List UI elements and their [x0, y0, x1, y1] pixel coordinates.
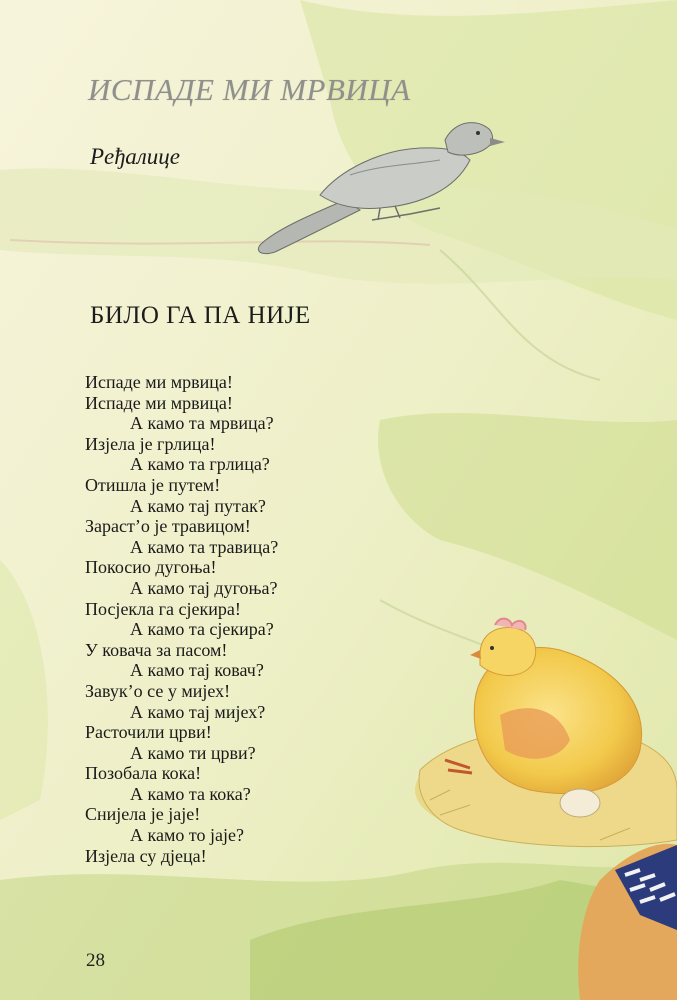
chapter-title: ИСПАДЕ МИ МРВИЦА	[88, 72, 411, 107]
poem-line: Зараст’о је травицом!	[85, 516, 251, 537]
poem-line: А камо та мрвица?	[130, 413, 274, 434]
poem-line: Расточили црви!	[85, 722, 212, 743]
poem-line: А камо ти црви?	[130, 742, 256, 763]
poem-title: БИЛО ГА ПА НИЈЕ	[90, 302, 311, 329]
poem-line: Изјела су дјеца!	[85, 845, 207, 866]
poem-line: Покосио дугоња!	[85, 557, 217, 578]
poem-line: А камо та травица?	[130, 536, 279, 557]
poem-line: Испаде ми мрвица!	[85, 392, 233, 413]
poem-line: А камо тај мијех?	[130, 701, 266, 722]
poem-line: Снијела је јаје!	[85, 804, 201, 825]
poem-body	[85, 372, 278, 866]
poem-line: А камо тај путак?	[130, 495, 266, 516]
section-subtitle: Рeђaлицe	[90, 144, 181, 169]
poem-line: Испаде ми мрвица!	[85, 372, 233, 392]
poem-line: А камо тај дугоња?	[130, 577, 278, 598]
page-number: 28	[86, 950, 105, 971]
poem-line: Посјекла га сјекира!	[85, 598, 241, 619]
poem-line: Позобала кока!	[85, 763, 202, 784]
poem-line: Завук’о се у мијех!	[85, 680, 231, 701]
poem-line: У ковача за пасом!	[85, 639, 228, 660]
poem-line: А камо та кока?	[130, 783, 251, 804]
poem-line: А камо та грлица?	[130, 454, 270, 475]
poem-line: А камо та сјекира?	[130, 619, 274, 640]
poem-line: А камо тај ковач?	[130, 660, 264, 681]
poem-line: А камо то јаје?	[130, 825, 244, 846]
poem-line: Изјела је грлица!	[85, 433, 216, 454]
poem-line: Отишла је путем!	[85, 474, 221, 495]
